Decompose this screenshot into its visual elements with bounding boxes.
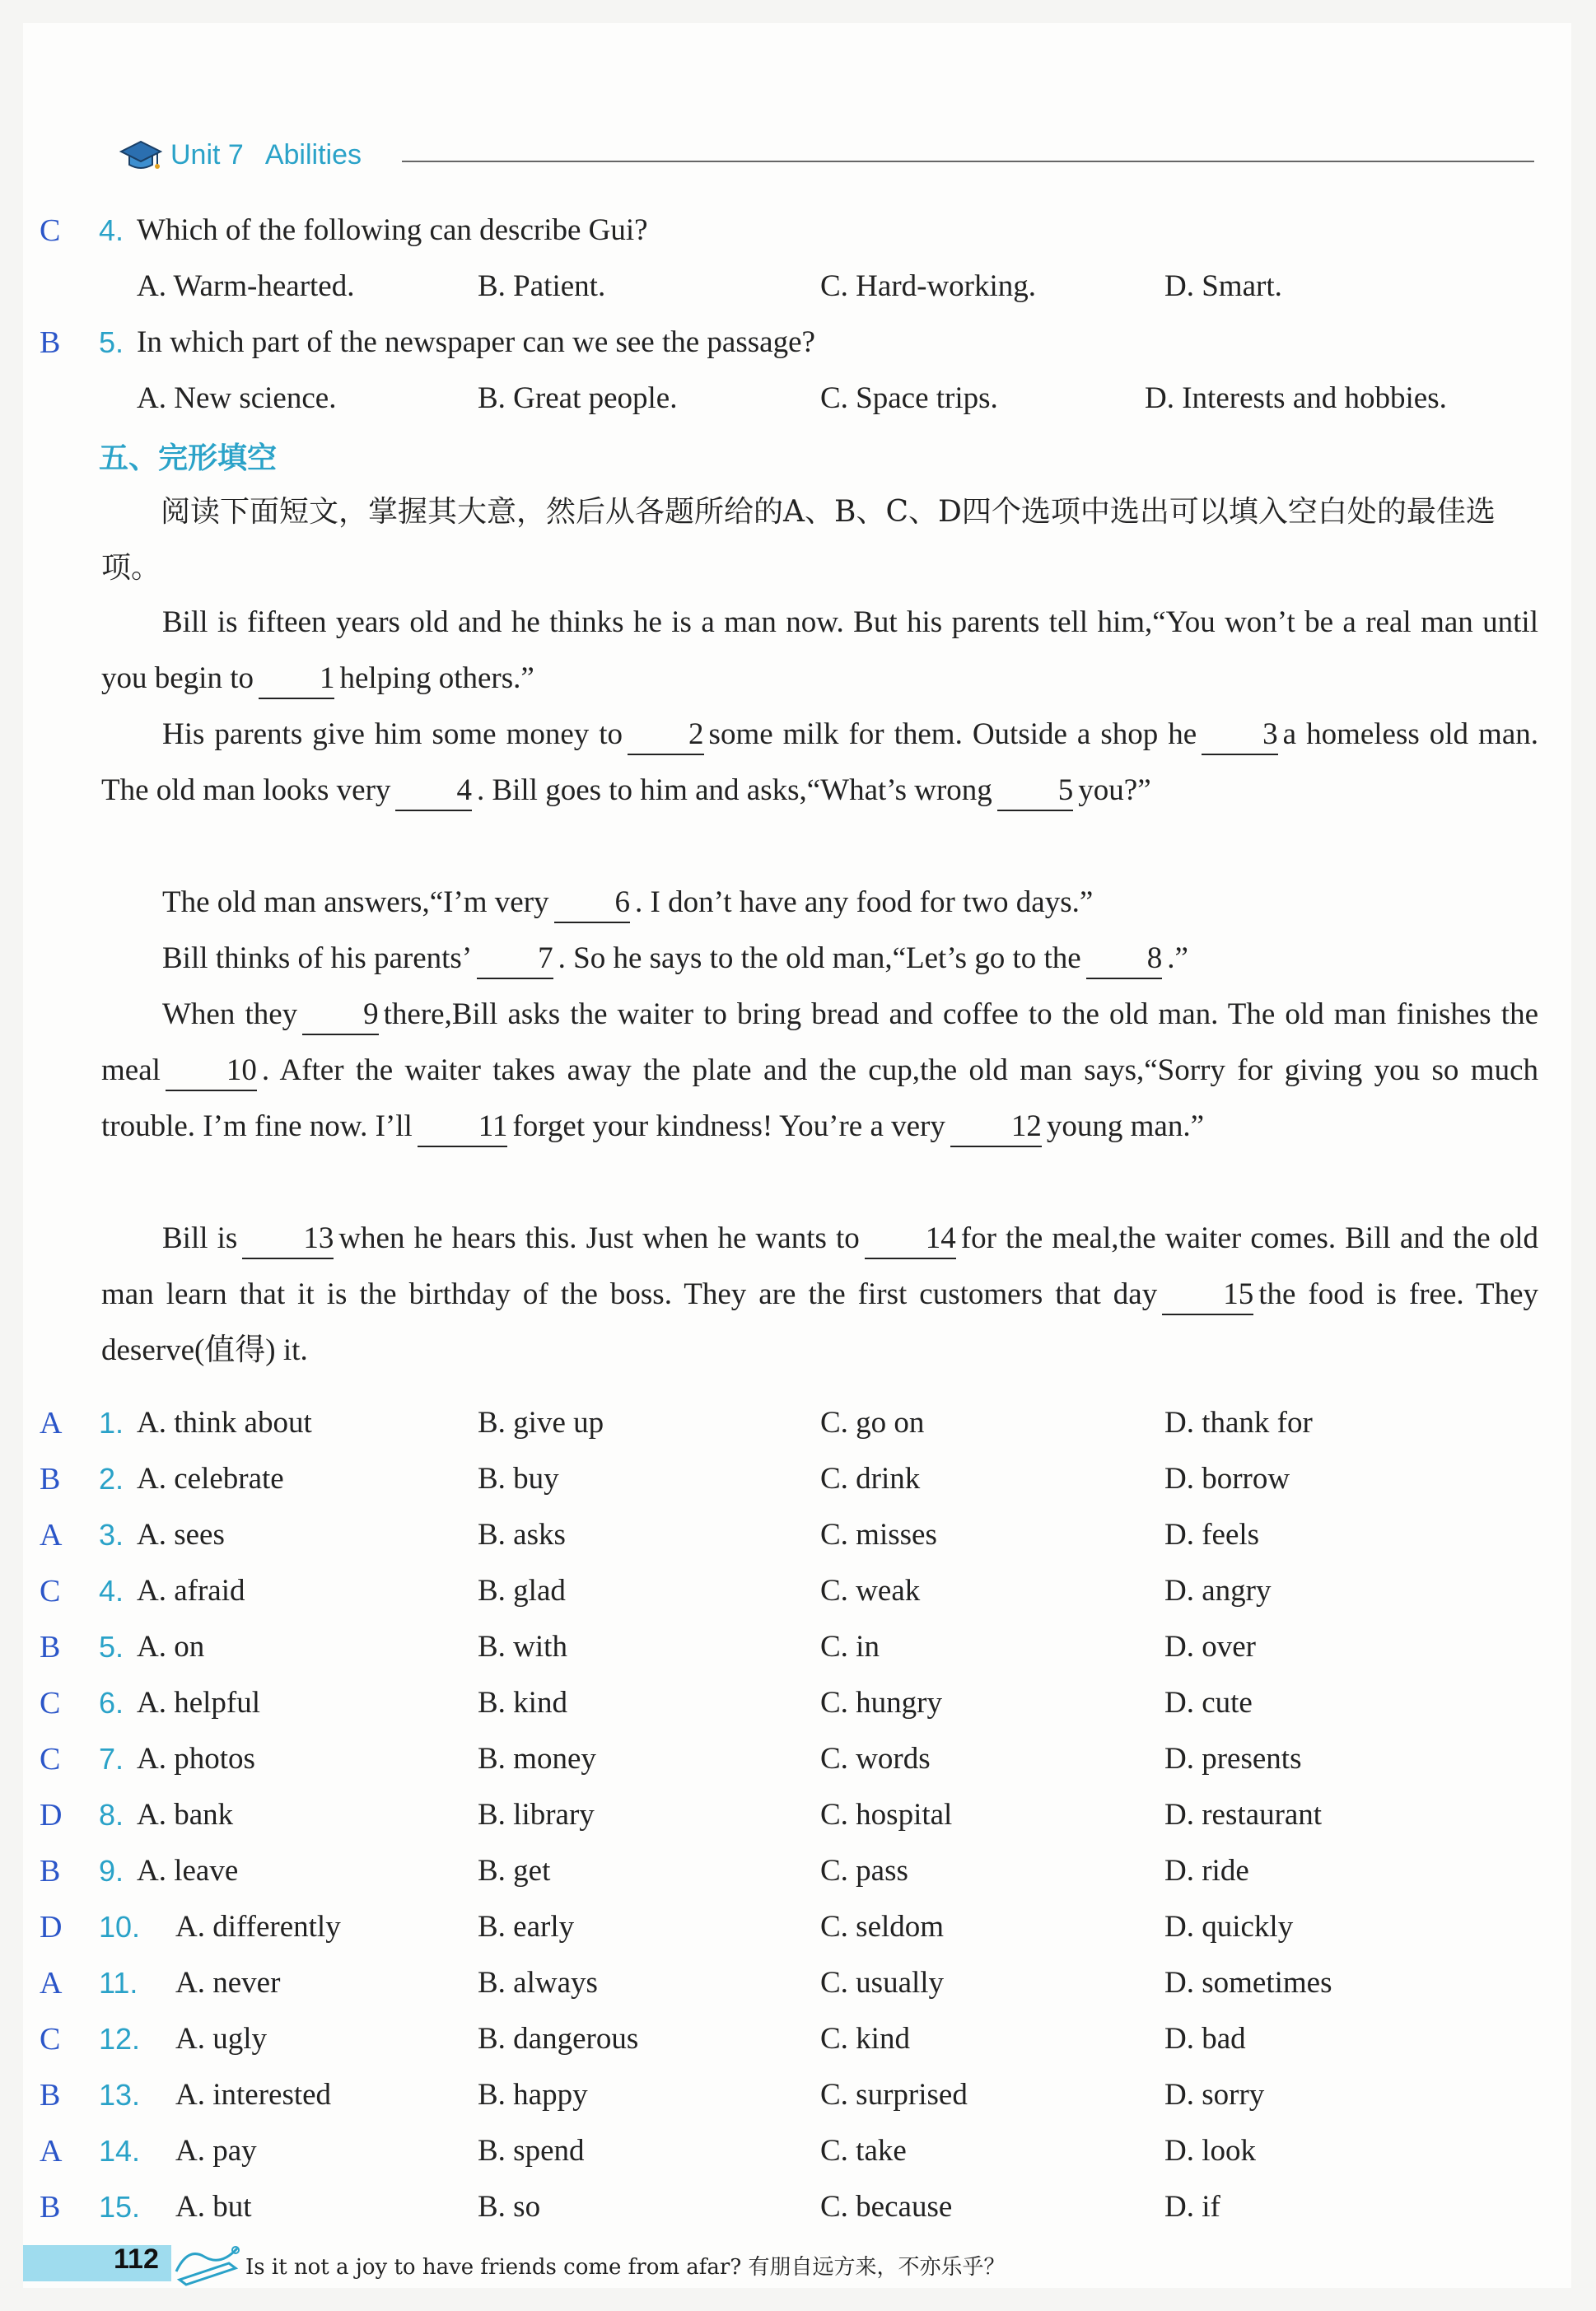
question-number: 1. [99, 1406, 124, 1440]
cloze-question-15 [23, 2179, 1571, 2235]
blank-8: 8 [1086, 940, 1163, 979]
option-d: D. Smart. [1164, 269, 1282, 303]
option-c: C. pass [820, 1854, 908, 1888]
option-a: A. New science. [137, 381, 337, 415]
option-a: A. photos [137, 1742, 255, 1776]
blank-14: 14 [865, 1220, 956, 1259]
answer-mark: A [40, 1406, 63, 1440]
option-a: A. think about [137, 1406, 312, 1440]
option-b: B. so [478, 2190, 541, 2224]
option-b: B. money [478, 1742, 596, 1776]
cloze-question-10 [23, 1899, 1571, 1955]
answer-mark: B [40, 1630, 61, 1664]
unit-header [118, 137, 362, 173]
option-a: A. never [175, 1966, 281, 2000]
answer-mark: C [40, 1742, 61, 1776]
question-number: 8. [99, 1798, 124, 1832]
option-c: C. seldom [820, 1910, 945, 1944]
option-c: C. in [820, 1630, 880, 1664]
unit-title: Abilities [264, 138, 362, 170]
option-d: D. ride [1164, 1854, 1249, 1888]
cloze-question-8 [23, 1787, 1571, 1843]
question-number: 5. [99, 325, 124, 359]
option-b: B. buy [478, 1462, 559, 1496]
question-number: 2. [99, 1462, 124, 1496]
blank-6: 6 [554, 884, 631, 923]
option-c: C. Hard-working. [820, 269, 1037, 303]
question-number: 14. [99, 2134, 141, 2168]
option-a: A. leave [137, 1854, 239, 1888]
answer-mark: B [40, 1854, 61, 1888]
option-c: C. Space trips. [820, 381, 998, 415]
cloze-question-13 [23, 2067, 1571, 2123]
question-number: 7. [99, 1742, 124, 1776]
option-d: D. restaurant [1164, 1798, 1323, 1832]
page-number: 112 [114, 2243, 159, 2275]
reading-options-5 [23, 374, 1571, 423]
option-b: B. kind [478, 1686, 567, 1720]
passage-paragraph-3: The old man answers,“I’m very 6 . I don’t have any food for two days.” [101, 875, 1538, 931]
option-b: B. with [478, 1630, 567, 1664]
option-c: C. hungry [820, 1686, 942, 1720]
question-number: 3. [99, 1518, 124, 1552]
option-d: D. bad [1164, 2022, 1246, 2056]
blank-13: 13 [242, 1220, 334, 1259]
cloze-question-4 [23, 1563, 1571, 1619]
question-text: Which of the following can describe Gui? [137, 213, 648, 247]
option-c: C. go on [820, 1406, 925, 1440]
option-b: B. spend [478, 2134, 585, 2168]
reading-question-4 [23, 206, 1571, 255]
cloze-question-11 [23, 1955, 1571, 2011]
blank-1: 1 [259, 660, 335, 699]
passage-paragraph-1: Bill is fifteen years old and he thinks he is a man now. But his parents tell him,“You won’t be a real man until you begin to 1 helping others.” [101, 595, 1538, 707]
option-d: D. cute [1164, 1686, 1253, 1720]
option-a: A. sees [137, 1518, 225, 1552]
graduation-cap-icon [118, 137, 164, 173]
option-d: D. quickly [1164, 1910, 1294, 1944]
option-b: B. glad [478, 1574, 566, 1608]
option-d: D. sometimes [1164, 1966, 1332, 2000]
option-b: B. Patient. [478, 269, 606, 303]
option-b: B. library [478, 1798, 595, 1832]
option-b: B. asks [478, 1518, 566, 1552]
passage-paragraph-6: Bill is 13 when he hears this. Just when he wants to 14 for the meal,the waiter comes. Bill and the old man learn that it is the birthday of the boss. They are the first customers that day 15 the food is free. They deserve(值得) it. [101, 1221, 1538, 1367]
reading-question-5 [23, 318, 1571, 367]
blank-10: 10 [166, 1052, 257, 1091]
option-c: C. words [820, 1742, 931, 1776]
passage-paragraph-2: His parents give him some money to 2 some milk for them. Outside a shop he 3 a homeless old man. The old man looks very 4 . Bill goes to him and asks,“What’s wrong 5 you?” [101, 707, 1538, 819]
passage-paragraph-4: Bill thinks of his parents’ 7 . So he says to the old man,“Let’s go to the 8 .” [101, 931, 1538, 987]
option-c: C. drink [820, 1462, 921, 1496]
option-d: D. if [1164, 2190, 1220, 2224]
header-divider [402, 161, 1534, 162]
option-a: A. pay [175, 2134, 257, 2168]
option-b: B. give up [478, 1406, 604, 1440]
footer-proverb: Is it not a joy to have friends come from afar? 有朋自远方来，不亦乐乎？ [245, 2255, 1006, 2280]
question-number: 13. [99, 2078, 141, 2112]
cloze-question-2 [23, 1451, 1571, 1507]
cloze-question-14 [23, 2123, 1571, 2179]
workbook-page [23, 23, 1571, 2288]
blank-15: 15 [1162, 1276, 1253, 1315]
option-b: B. always [478, 1966, 598, 2000]
option-d: D. borrow [1164, 1462, 1290, 1496]
blank-3: 3 [1202, 716, 1278, 755]
option-d: D. over [1164, 1630, 1256, 1664]
blank-4: 4 [395, 772, 472, 811]
option-b: B. dangerous [478, 2022, 639, 2056]
answer-mark: B [40, 1462, 61, 1496]
option-d: D. look [1164, 2134, 1256, 2168]
blank-7: 7 [477, 940, 553, 979]
answer-mark: A [40, 1966, 63, 2001]
answer-mark: C [40, 1686, 61, 1720]
question-number: 12. [99, 2022, 141, 2056]
option-d: D. presents [1164, 1742, 1302, 1776]
answer-mark: A [40, 2134, 63, 2169]
option-d: D. angry [1164, 1574, 1272, 1608]
option-c: C. kind [820, 2022, 910, 2056]
cloze-question-9 [23, 1843, 1571, 1899]
option-a: A. Warm-hearted. [137, 269, 355, 303]
option-a: A. bank [137, 1798, 234, 1832]
answer-mark: B [40, 325, 61, 360]
cloze-question-6 [23, 1675, 1571, 1731]
question-number: 6. [99, 1686, 124, 1720]
option-a: A. afraid [137, 1574, 245, 1608]
option-d: D. feels [1164, 1518, 1260, 1552]
option-a: A. ugly [175, 2022, 267, 2056]
option-c: C. surprised [820, 2078, 968, 2112]
option-b: B. happy [478, 2078, 588, 2112]
answer-mark: B [40, 2078, 61, 2113]
blank-5: 5 [997, 772, 1074, 811]
option-b: B. early [478, 1910, 575, 1944]
question-text: In which part of the newspaper can we see the passage? [137, 325, 815, 359]
option-d: D. thank for [1164, 1406, 1313, 1440]
pencil-doodle-icon [171, 2239, 245, 2288]
passage-paragraph-5: When they 9 there,Bill asks the waiter to bring bread and coffee to the old man. The old man finishes the meal 10 . After the waiter takes away the plate and the cup,the old man says,“Sorry for giving you so much trouble. I’m fine now. I’ll 11 forget your kindness! You’re a very 12 young man.” [101, 987, 1538, 1155]
option-a: A. helpful [137, 1686, 261, 1720]
cloze-question-5 [23, 1619, 1571, 1675]
option-a: A. on [137, 1630, 205, 1664]
answer-mark: C [40, 2022, 61, 2057]
option-b: B. Great people. [478, 381, 678, 415]
section-title: 五、完形填空 [99, 441, 278, 475]
cloze-question-1 [23, 1395, 1571, 1451]
question-number: 15. [99, 2190, 141, 2224]
option-c: C. because [820, 2190, 953, 2224]
answer-mark: D [40, 1798, 63, 1832]
answer-mark: C [40, 213, 61, 248]
answer-mark: A [40, 1518, 63, 1552]
option-c: C. weak [820, 1574, 921, 1608]
reading-options-4 [23, 262, 1571, 311]
cloze-question-12 [23, 2011, 1571, 2067]
blank-12: 12 [950, 1108, 1042, 1147]
blank-9: 9 [302, 996, 379, 1035]
option-d: D. Interests and hobbies. [1145, 381, 1447, 415]
unit-number: Unit 7 [170, 138, 244, 170]
question-number: 4. [99, 213, 124, 247]
option-a: A. interested [175, 2078, 332, 2112]
answer-mark: B [40, 2190, 61, 2225]
blank-2: 2 [628, 716, 704, 755]
question-number: 11. [99, 1966, 138, 2000]
blank-11: 11 [418, 1108, 508, 1147]
option-a: A. but [175, 2190, 252, 2224]
question-number: 9. [99, 1854, 124, 1888]
option-c: C. usually [820, 1966, 945, 2000]
question-number: 5. [99, 1630, 124, 1664]
cloze-question-3 [23, 1507, 1571, 1563]
page-footer [23, 2239, 1571, 2288]
option-c: C. take [820, 2134, 907, 2168]
option-c: C. misses [820, 1518, 937, 1552]
option-c: C. hospital [820, 1798, 953, 1832]
option-a: A. celebrate [137, 1462, 284, 1496]
cloze-question-7 [23, 1731, 1571, 1787]
option-b: B. get [478, 1854, 551, 1888]
answer-mark: C [40, 1574, 61, 1608]
question-number: 10. [99, 1910, 141, 1944]
option-d: D. sorry [1164, 2078, 1265, 2112]
answer-mark: D [40, 1910, 63, 1945]
question-number: 4. [99, 1574, 124, 1608]
option-a: A. differently [175, 1910, 341, 1944]
section-instruction: 阅读下面短文，掌握其大意，然后从各题所给的A、B、C、D四个选项中选出可以填入空白处的最佳选项。 [101, 495, 1496, 585]
